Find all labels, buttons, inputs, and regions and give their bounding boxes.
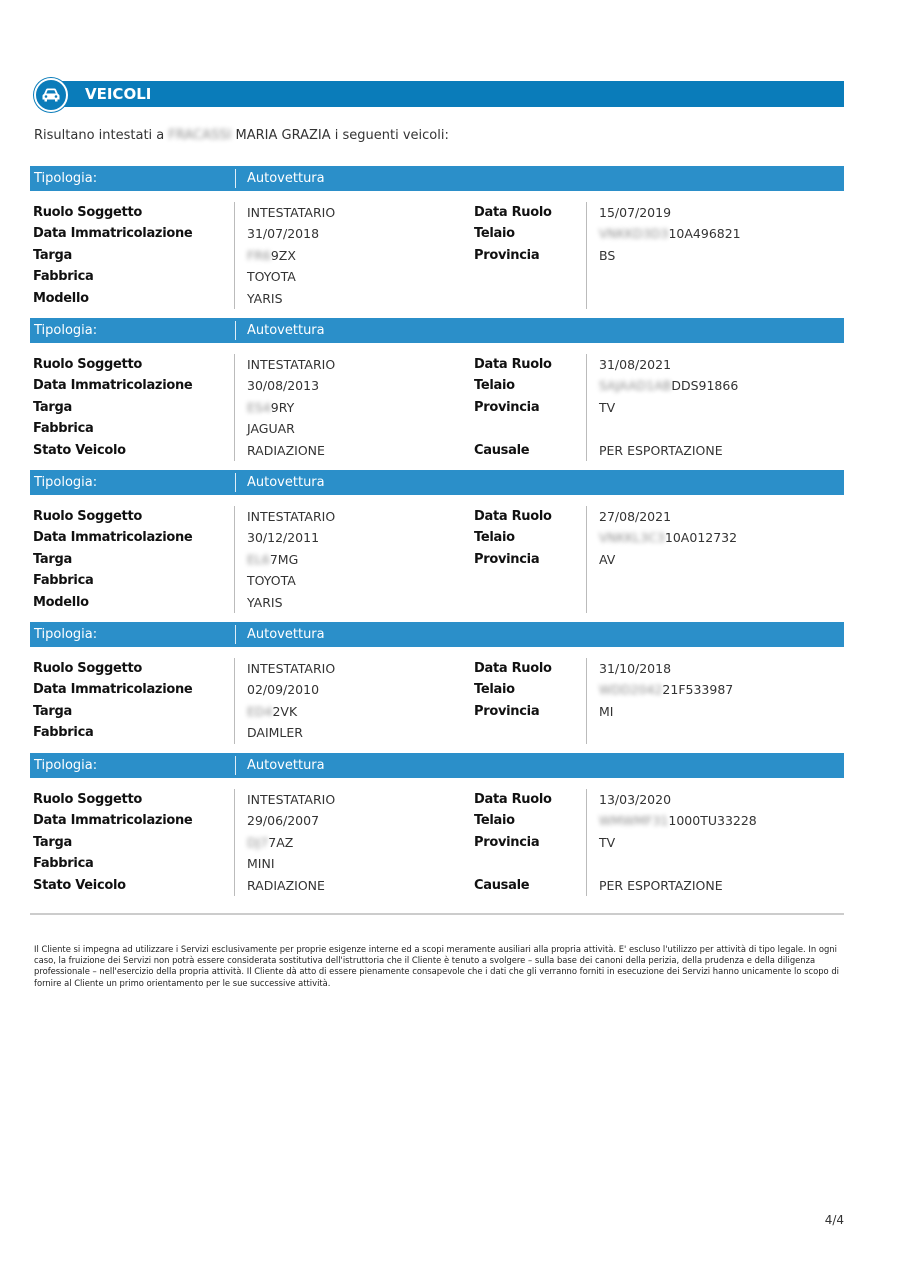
field-value	[599, 440, 723, 461]
field-label: Provincia	[474, 247, 540, 263]
vehicle-record	[30, 753, 844, 896]
detail-row	[30, 592, 844, 613]
redacted-value: WMWMF31	[599, 813, 669, 829]
redacted-value: VNKKL3C3	[599, 530, 665, 546]
detail-row	[30, 266, 844, 287]
field-value	[599, 832, 615, 853]
disclaimer: Il Cliente si impegna ad utilizzare i Servizi esclusivamente per proprie esigenze interne ed a scopi meramente ausiliari alla propria attività. E' escluso l'utilizzo per attività di tipo legale. In ogni caso, la fruizione dei Servizi non potrà essere considerata sostitutiva dell'istruttoria che il Cliente è tenuto a svolgere – sulla base dei canoni della perizia, della prudenza e della diligenza professionale – nell'esercizio della propria attività. Il Cliente dà atto di essere pienamente consapevole che i dati che gli verranno forniti in esecuzione dei Servizi hanno unicamente lo scopo di fornire al Cliente un primo orientamento per le sue successive attività.	[34, 944, 839, 988]
value-text: 02/09/2010	[247, 682, 320, 698]
field-value	[247, 810, 319, 831]
field-value	[599, 245, 615, 266]
field-label: Stato Veicolo	[33, 877, 126, 893]
value-text: TOYOTA	[247, 573, 296, 589]
field-label: Modello	[33, 290, 89, 306]
value-text: 13/03/2020	[599, 792, 672, 807]
detail-row	[30, 506, 844, 527]
field-label: Data Immatricolazione	[33, 226, 193, 242]
field-label: Data Immatricolazione	[33, 813, 193, 829]
detail-row	[30, 679, 844, 700]
tipologia-value: Autovettura	[247, 627, 325, 642]
detail-row	[30, 875, 844, 896]
field-label: Fabbrica	[33, 573, 94, 589]
detail-row	[30, 658, 844, 679]
field-label: Fabbrica	[33, 269, 94, 285]
detail-row	[30, 549, 844, 570]
field-value	[599, 202, 671, 223]
field-value	[247, 375, 319, 396]
field-label: Telaio	[474, 530, 515, 546]
field-label: Data Ruolo	[474, 661, 552, 676]
field-value	[247, 789, 335, 810]
detail-row	[30, 832, 844, 853]
intro-text	[34, 128, 449, 143]
value-text: DAIMLER	[247, 725, 303, 741]
detail-row	[30, 397, 844, 418]
intro-prefix: Risultano intestati a	[34, 128, 165, 143]
value-text: PER ESPORTAZIONE	[599, 442, 723, 458]
tipologia-value: Autovettura	[247, 171, 325, 186]
value-text: INTESTATARIO	[247, 661, 336, 676]
value-text: TOYOTA	[247, 269, 296, 285]
field-value	[599, 679, 733, 700]
value-text: 10A496821	[668, 226, 741, 242]
value-text: INTESTATARIO	[247, 792, 336, 807]
field-label: Targa	[33, 399, 72, 415]
detail-row	[30, 701, 844, 722]
tipologia-label: Tipologia:	[34, 627, 98, 642]
detail-row	[30, 853, 844, 874]
redacted-value: ED4	[247, 703, 273, 719]
field-value	[247, 658, 335, 679]
tipologia-label: Tipologia:	[34, 171, 98, 186]
field-label: Targa	[33, 834, 72, 850]
vehicle-details	[30, 202, 844, 309]
redacted-value: ES4	[247, 399, 271, 415]
divider	[30, 913, 844, 915]
redacted-value: FR6	[247, 247, 271, 263]
field-label: Provincia	[474, 834, 540, 850]
field-label: Telaio	[474, 813, 515, 829]
detail-row	[30, 527, 844, 548]
field-label: Targa	[33, 551, 72, 567]
tipologia-label: Tipologia:	[34, 475, 98, 490]
vehicle-details	[30, 658, 844, 744]
field-label: Targa	[33, 703, 72, 719]
section-header	[34, 78, 844, 110]
field-label: Causale	[474, 877, 530, 893]
column-separator	[235, 169, 236, 188]
tipologia-value: Autovettura	[247, 323, 325, 338]
field-value	[599, 354, 671, 375]
value-text: 30/12/2011	[247, 530, 320, 546]
value-text: JAGUAR	[247, 421, 295, 437]
detail-row	[30, 245, 844, 266]
redacted-value: SAJAAD1AB	[599, 378, 672, 394]
field-value	[247, 288, 283, 309]
detail-row	[30, 202, 844, 223]
vehicle-details	[30, 789, 844, 896]
field-value	[247, 722, 303, 743]
tipologia-value: Autovettura	[247, 475, 325, 490]
field-label: Data Ruolo	[474, 509, 552, 524]
value-text: YARIS	[247, 290, 283, 306]
vehicle-record	[30, 470, 844, 613]
field-value	[247, 679, 319, 700]
field-value	[247, 440, 325, 461]
field-value	[247, 832, 293, 853]
field-label: Fabbrica	[33, 725, 94, 741]
value-text: INTESTATARIO	[247, 205, 336, 220]
value-text: INTESTATARIO	[247, 509, 336, 524]
value-text: MI	[599, 703, 614, 719]
field-label: Provincia	[474, 399, 540, 415]
vehicle-record	[30, 318, 844, 461]
field-value	[247, 506, 335, 527]
value-text: 9RY	[270, 399, 295, 415]
field-value	[247, 592, 283, 613]
car-icon	[34, 78, 68, 112]
field-value	[247, 418, 295, 439]
field-label: Fabbrica	[33, 421, 94, 437]
value-text: TV	[599, 399, 616, 415]
column-separator	[235, 625, 236, 644]
field-label: Data Ruolo	[474, 792, 552, 807]
detail-row	[30, 375, 844, 396]
detail-row	[30, 223, 844, 244]
value-text: 29/06/2007	[247, 813, 320, 829]
tipologia-label: Tipologia:	[34, 323, 98, 338]
field-value	[247, 202, 335, 223]
tipologia-value: Autovettura	[247, 758, 325, 773]
vehicle-details	[30, 354, 844, 461]
value-text: PER ESPORTAZIONE	[599, 877, 723, 893]
column-separator	[235, 473, 236, 492]
field-value	[247, 266, 296, 287]
field-label: Stato Veicolo	[33, 442, 126, 458]
field-label: Ruolo Soggetto	[33, 509, 142, 524]
field-label: Telaio	[474, 226, 515, 242]
redacted-value: DJ7	[247, 834, 269, 850]
field-label: Provincia	[474, 551, 540, 567]
value-text: 30/08/2013	[247, 378, 320, 394]
field-label: Telaio	[474, 682, 515, 698]
value-text: 31/08/2021	[599, 357, 672, 372]
value-text: 31/07/2018	[247, 226, 320, 242]
value-text: 31/10/2018	[599, 661, 672, 676]
value-text: 2VK	[272, 703, 298, 719]
intro-name: MARIA GRAZIA i seguenti veicoli:	[235, 128, 449, 143]
detail-row	[30, 570, 844, 591]
field-label: Telaio	[474, 378, 515, 394]
field-value	[599, 223, 741, 244]
value-text: BS	[599, 247, 616, 263]
tipologia-bar	[30, 622, 844, 647]
field-value	[247, 701, 297, 722]
tipologia-bar	[30, 753, 844, 778]
field-label: Data Immatricolazione	[33, 682, 193, 698]
field-label: Modello	[33, 594, 89, 610]
value-text: TV	[599, 834, 616, 850]
field-label: Fabbrica	[33, 856, 94, 872]
field-value	[247, 397, 294, 418]
section-bar	[56, 81, 844, 107]
vehicle-record	[30, 622, 844, 744]
field-value	[247, 570, 296, 591]
tipologia-bar	[30, 318, 844, 343]
field-value	[599, 527, 737, 548]
field-value	[599, 397, 615, 418]
field-value	[247, 223, 319, 244]
vehicle-details	[30, 506, 844, 613]
column-separator	[235, 321, 236, 340]
detail-row	[30, 418, 844, 439]
field-label: Data Ruolo	[474, 357, 552, 372]
field-label: Data Ruolo	[474, 205, 552, 220]
field-value	[599, 810, 757, 831]
field-value	[599, 701, 613, 722]
redacted-surname: FRACASSI	[168, 128, 232, 143]
detail-row	[30, 789, 844, 810]
field-value	[599, 506, 671, 527]
value-text: MINI	[247, 856, 275, 872]
tipologia-bar	[30, 470, 844, 495]
detail-row	[30, 440, 844, 461]
column-separator	[235, 756, 236, 775]
field-label: Causale	[474, 442, 530, 458]
tipologia-bar	[30, 166, 844, 191]
detail-row	[30, 354, 844, 375]
redacted-value: EL6	[247, 551, 270, 567]
value-text: 27/08/2021	[599, 509, 672, 524]
value-text: 7AZ	[268, 834, 294, 850]
value-text: 7MG	[269, 551, 299, 567]
field-value	[247, 853, 275, 874]
field-label: Targa	[33, 247, 72, 263]
field-label: Ruolo Soggetto	[33, 205, 142, 220]
value-text: 15/07/2019	[599, 205, 672, 220]
redacted-value: WDD2042	[599, 682, 663, 698]
field-value	[247, 245, 296, 266]
field-label: Ruolo Soggetto	[33, 792, 142, 807]
value-text: RADIAZIONE	[247, 442, 325, 458]
field-value	[599, 549, 615, 570]
field-label: Ruolo Soggetto	[33, 661, 142, 676]
detail-row	[30, 722, 844, 743]
field-value	[247, 527, 319, 548]
section-title: VEICOLI	[85, 85, 152, 103]
field-value	[599, 789, 671, 810]
field-value	[247, 549, 298, 570]
value-text: 21F533987	[662, 682, 734, 698]
field-label: Data Immatricolazione	[33, 530, 193, 546]
field-value	[247, 354, 335, 375]
value-text: 1000TU33228	[668, 813, 757, 829]
field-value	[599, 875, 723, 896]
redacted-value: VNKKD3D3	[599, 226, 669, 242]
tipologia-label: Tipologia:	[34, 758, 98, 773]
detail-row	[30, 288, 844, 309]
field-label: Provincia	[474, 703, 540, 719]
value-text: 10A012732	[664, 530, 738, 546]
value-text: INTESTATARIO	[247, 357, 336, 372]
vehicle-record	[30, 166, 844, 309]
field-value	[247, 875, 325, 896]
value-text: RADIAZIONE	[247, 877, 325, 893]
field-label: Data Immatricolazione	[33, 378, 193, 394]
detail-row	[30, 810, 844, 831]
value-text: YARIS	[247, 594, 283, 610]
field-value	[599, 658, 671, 679]
field-value	[599, 375, 738, 396]
value-text: AV	[599, 551, 616, 567]
page-number: 4/4	[824, 1213, 844, 1227]
value-text: DDS91866	[671, 378, 739, 394]
value-text: 9ZX	[270, 247, 296, 263]
field-label: Ruolo Soggetto	[33, 357, 142, 372]
